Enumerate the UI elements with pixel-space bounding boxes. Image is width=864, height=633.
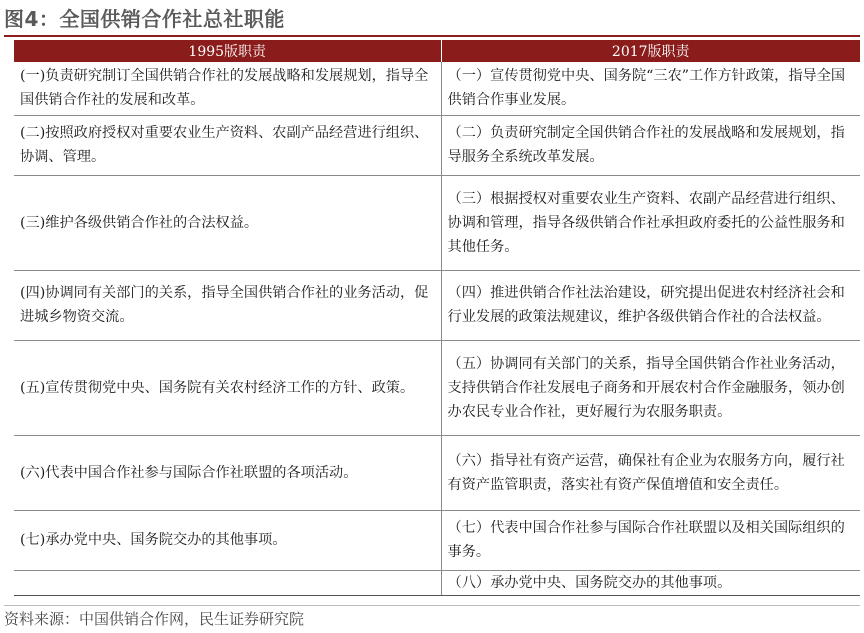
duty-2017-cell: （五）协调同有关部门的关系，指导全国供销合作社业务活动，支持供销合作社发展电子商务和开展农村合作金融服务，领办创办农民专业合作社，更好履行为农服务职责。 bbox=[441, 340, 860, 435]
duty-1995-cell: (七)承办党中央、国务院交办的其他事项。 bbox=[14, 510, 441, 570]
header-2017: 2017版职责 bbox=[441, 40, 860, 62]
duty-2017-cell: （四）推进供销合作社法治建设，研究提出促进农村经济社会和行业发展的政策法规建议，维护各级供销合作社的合法权益。 bbox=[441, 270, 860, 340]
table-row bbox=[14, 62, 860, 115]
duty-2017-cell: （一）宣传贯彻党中央、国务院“三农”工作方针政策，指导全国供销合作事业发展。 bbox=[441, 62, 860, 115]
duty-1995-cell: (五)宣传贯彻党中央、国务院有关农村经济工作的方针、政策。 bbox=[14, 340, 441, 435]
duty-2017-cell: （七）代表中国合作社参与国际合作社联盟以及相关国际组织的事务。 bbox=[441, 510, 860, 570]
title-divider bbox=[4, 35, 860, 37]
duty-2017-cell: （八）承办党中央、国务院交办的其他事项。 bbox=[441, 570, 860, 595]
table-row bbox=[14, 115, 860, 175]
duty-1995-cell: (二)按照政府授权对重要农业生产资料、农副产品经营进行组织、协调、管理。 bbox=[14, 115, 441, 175]
header-1995: 1995版职责 bbox=[14, 40, 441, 62]
duty-1995-cell: (一)负责研究制订全国供销合作社的发展战略和发展规划，指导全国供销合作社的发展和改革。 bbox=[14, 62, 441, 115]
duty-1995-cell: (四)协调同有关部门的关系，指导全国供销合作社的业务活动，促进城乡物资交流。 bbox=[14, 270, 441, 340]
table-row bbox=[14, 510, 860, 570]
duty-1995-cell: (六)代表中国合作社参与国际合作社联盟的各项活动。 bbox=[14, 435, 441, 510]
footer-divider bbox=[4, 605, 860, 606]
table-row bbox=[14, 570, 860, 595]
table-row bbox=[14, 435, 860, 510]
source-note: 资料来源：中国供销合作网，民生证券研究院 bbox=[4, 610, 305, 628]
table-row bbox=[14, 175, 860, 270]
duties-comparison-table bbox=[14, 40, 860, 596]
figure-title: 图4：全国供销合作社总社职能 bbox=[4, 7, 285, 31]
duty-2017-cell: （六）指导社有资产运营，确保社有企业为农服务方向，履行社有资产监管职责，落实社有资产保值增值和安全责任。 bbox=[441, 435, 860, 510]
duty-2017-cell: （三）根据授权对重要农业生产资料、农副产品经营进行组织、协调和管理，指导各级供销合作社承担政府委托的公益性服务和其他任务。 bbox=[441, 175, 860, 270]
table-header-row bbox=[14, 40, 860, 62]
duty-1995-cell: (三)维护各级供销合作社的合法权益。 bbox=[14, 175, 441, 270]
table-row bbox=[14, 270, 860, 340]
duty-2017-cell: （二）负责研究制定全国供销合作社的发展战略和发展规划，指导服务全系统改革发展。 bbox=[441, 115, 860, 175]
table-row bbox=[14, 340, 860, 435]
duty-1995-cell bbox=[14, 570, 441, 595]
